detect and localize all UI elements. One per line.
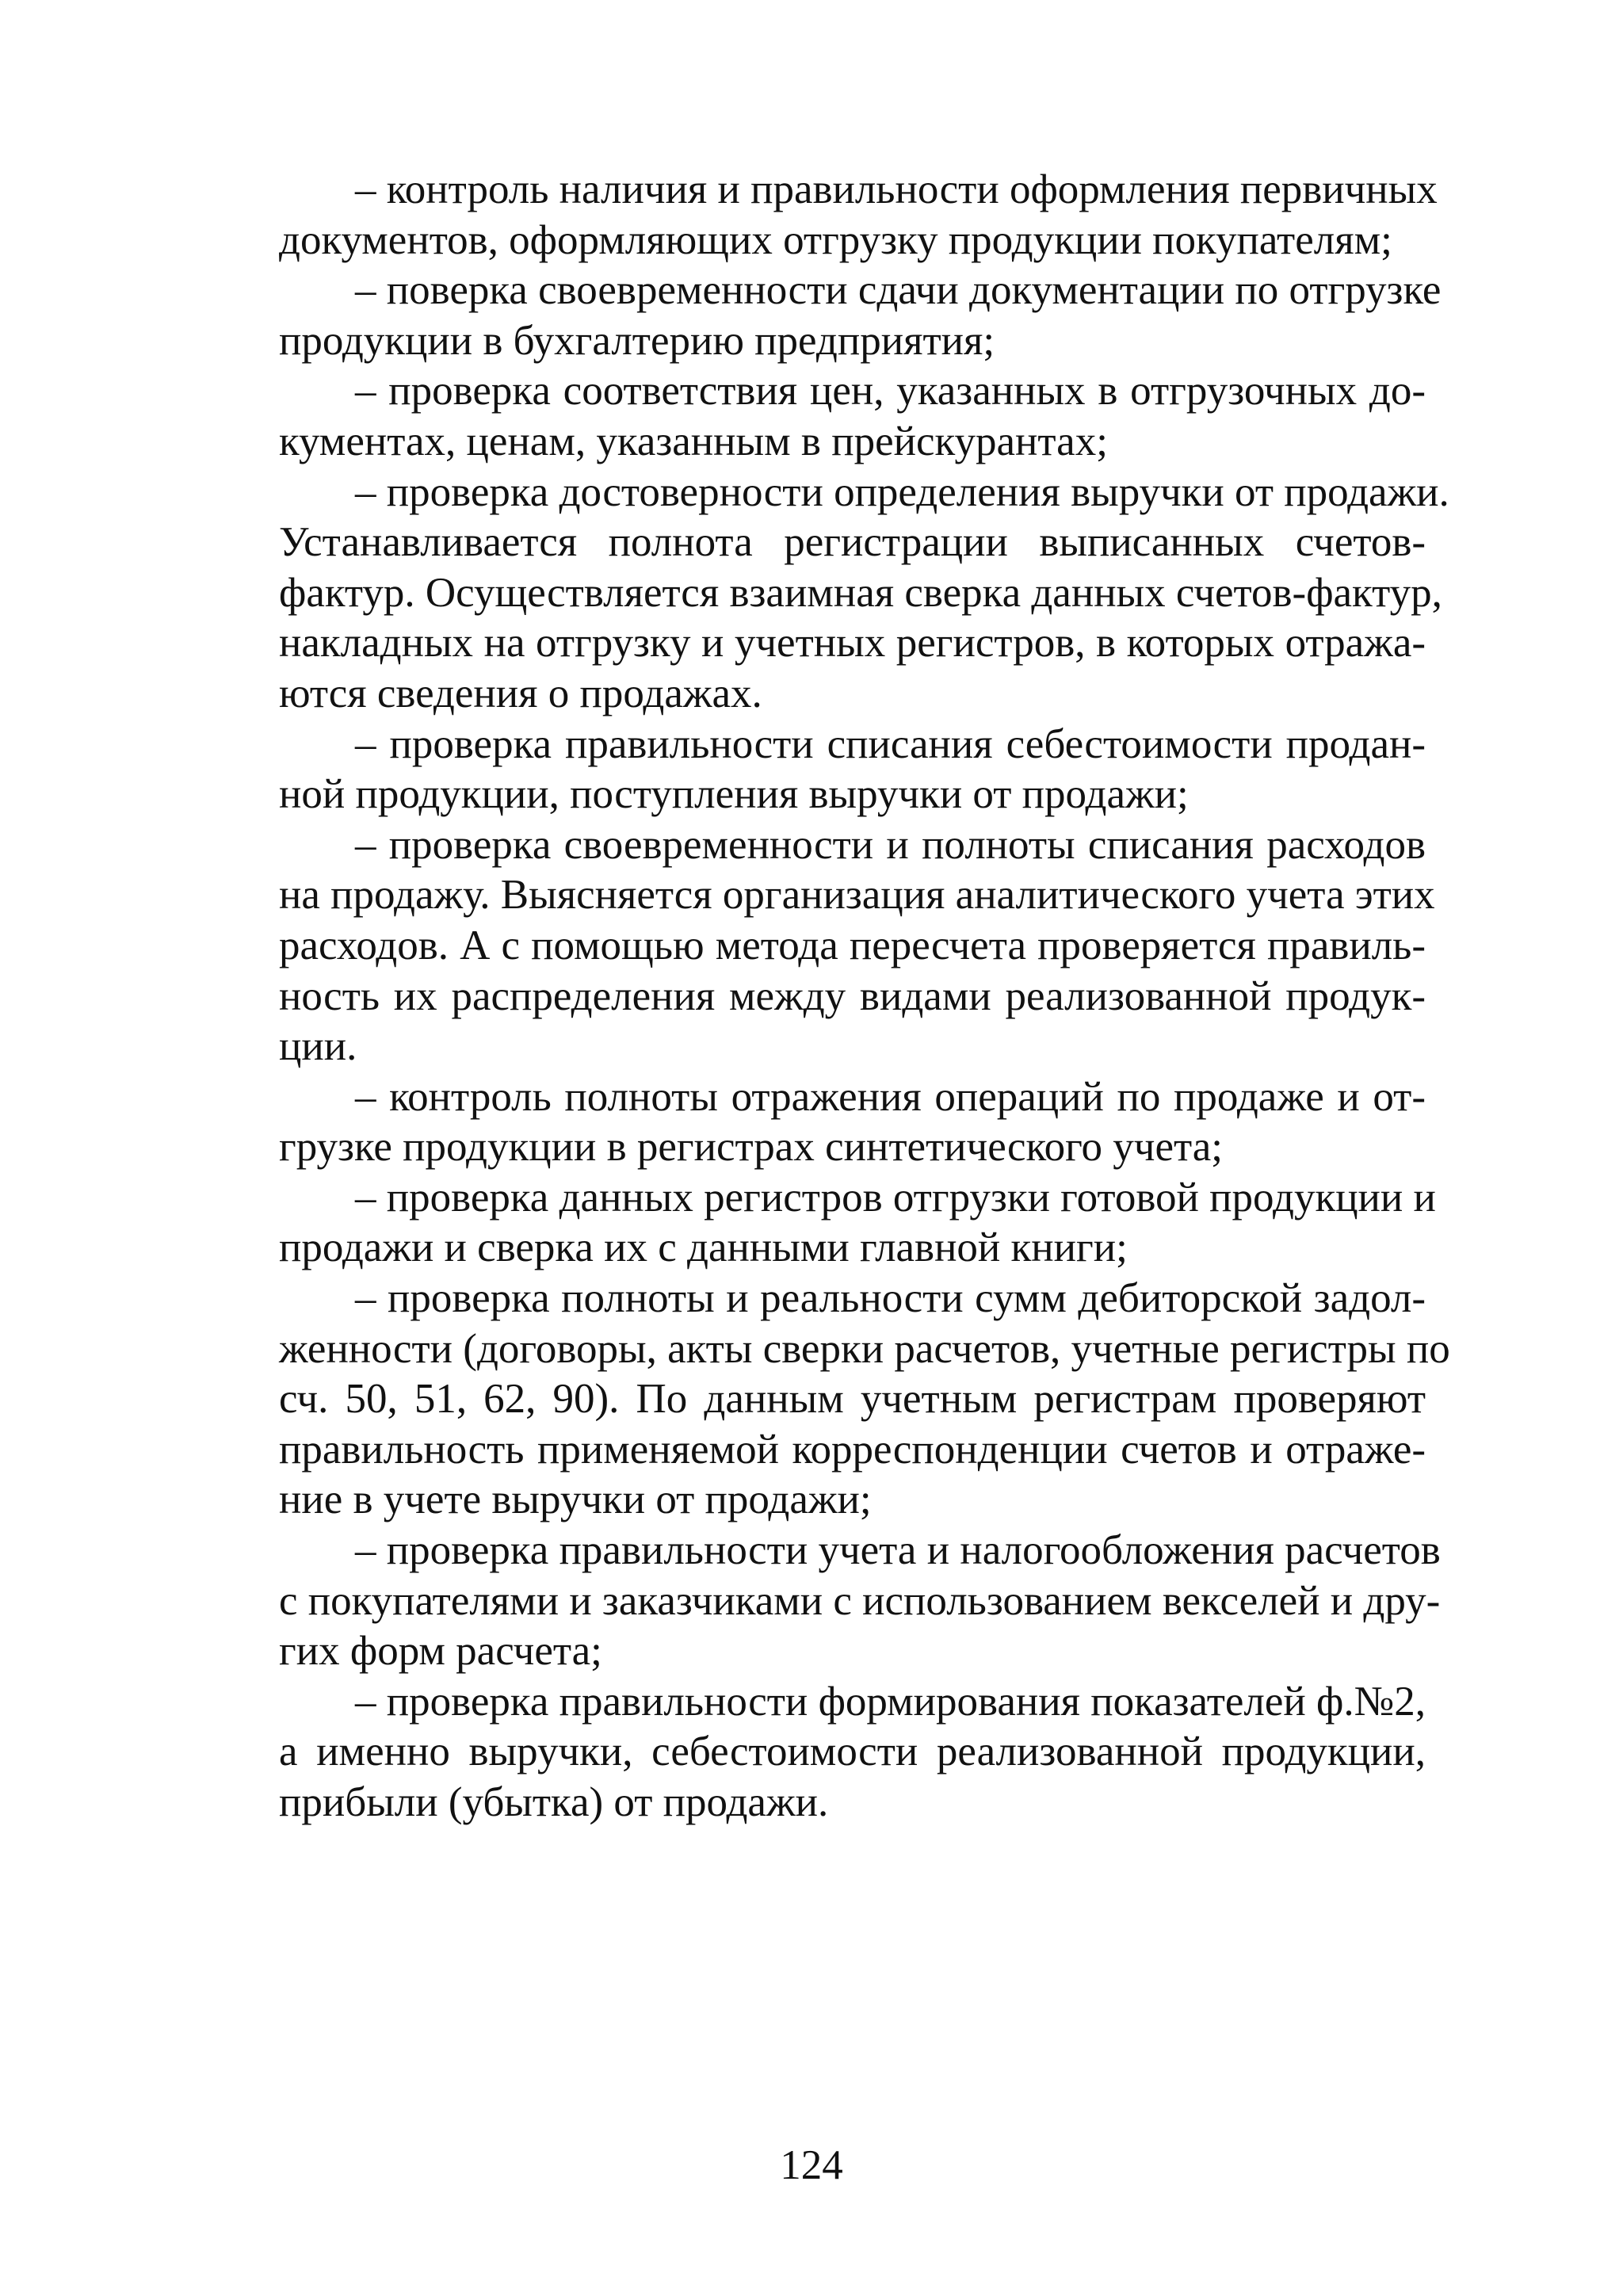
- text-line: ции.: [279, 1023, 357, 1070]
- paragraph-1: [203, 165, 1438, 266]
- text-line: – проверка правильности формирования показателей ф.№2,: [355, 1678, 1426, 1725]
- text-line: с покупателями и заказчиками с использованием векселей и дру-: [279, 1577, 1441, 1624]
- text-line: женности (договоры, акты сверки расчетов, учетные регистры по: [279, 1325, 1450, 1372]
- paragraph-10: [203, 1526, 1441, 1677]
- paragraph-11: [203, 1677, 1426, 1828]
- text-line: ность их распределения между видами реализованной продук-: [279, 972, 1426, 1019]
- text-line: накладных на отгрузку и учетных регистров, в которых отража-: [279, 620, 1426, 667]
- text-line: – контроль наличия и правильности оформления первичных: [355, 166, 1438, 212]
- text-line: правильность применяемой корреспонденции счетов и отраже-: [279, 1426, 1426, 1473]
- text-line: – проверка полноты и реальности сумм дебиторской задол-: [355, 1275, 1426, 1322]
- paragraph-9: [203, 1274, 1450, 1526]
- text-line: – проверка достоверности определения выручки от продажи.: [355, 468, 1449, 515]
- text-line: сч. 50, 51, 62, 90). По данным учетным регистрам проверяют: [279, 1376, 1426, 1423]
- text-line: Устанавливается полнота регистрации выписанных счетов-: [279, 519, 1426, 566]
- text-line: гих форм расчета;: [279, 1628, 602, 1675]
- text-line: – проверка данных регистров отгрузки готовой продукции и: [355, 1174, 1436, 1221]
- body-text: [203, 165, 1450, 1828]
- text-line: прибыли (убытка) от продажи.: [279, 1779, 829, 1825]
- text-line: продажи и сверка их с данными главной книги;: [279, 1224, 1128, 1271]
- paragraph-2: [203, 266, 1442, 366]
- text-line: – контроль полноты отражения операций по продаже и от-: [355, 1073, 1426, 1120]
- paragraph-3: [203, 366, 1426, 467]
- text-line: кументах, ценам, указанным в прейскурантах;: [279, 418, 1108, 464]
- text-line: а именно выручки, себестоимости реализованной продукции,: [279, 1729, 1426, 1775]
- text-line: продукции в бухгалтерию предприятия;: [279, 317, 995, 364]
- text-line: ние в учете выручки от продажи;: [279, 1477, 872, 1523]
- text-line: – проверка правильности списания себестоимости продан-: [355, 720, 1426, 767]
- text-line: – проверка своевременности и полноты списания расходов: [355, 821, 1426, 868]
- text-line: – проверка соответствия цен, указанных в отгрузочных до-: [355, 368, 1426, 415]
- page-number: 124: [780, 2142, 843, 2188]
- text-line: документов, оформляющих отгрузку продукции покупателям;: [279, 216, 1392, 263]
- paragraph-4: [203, 468, 1449, 720]
- text-line: фактур. Осуществляется взаимная сверка данных счетов-фактур,: [279, 569, 1442, 616]
- text-line: ной продукции, поступления выручки от продажи;: [279, 771, 1189, 818]
- text-line: расходов. А с помощью метода пересчета проверяется правиль-: [279, 922, 1426, 968]
- text-line: ются сведения о продажах.: [279, 670, 762, 716]
- paragraph-5: [203, 720, 1426, 820]
- paragraph-7: [203, 1072, 1426, 1173]
- text-line: на продажу. Выясняется организация аналитического учета этих: [279, 872, 1435, 919]
- paragraph-6: [203, 820, 1435, 1072]
- paragraph-8: [203, 1173, 1436, 1274]
- text-line: – поверка своевременности сдачи документации по отгрузке: [355, 267, 1442, 314]
- text-line: – проверка правильности учета и налогообложения расчетов: [355, 1527, 1441, 1574]
- text-line: грузке продукции в регистрах синтетического учета;: [279, 1124, 1224, 1171]
